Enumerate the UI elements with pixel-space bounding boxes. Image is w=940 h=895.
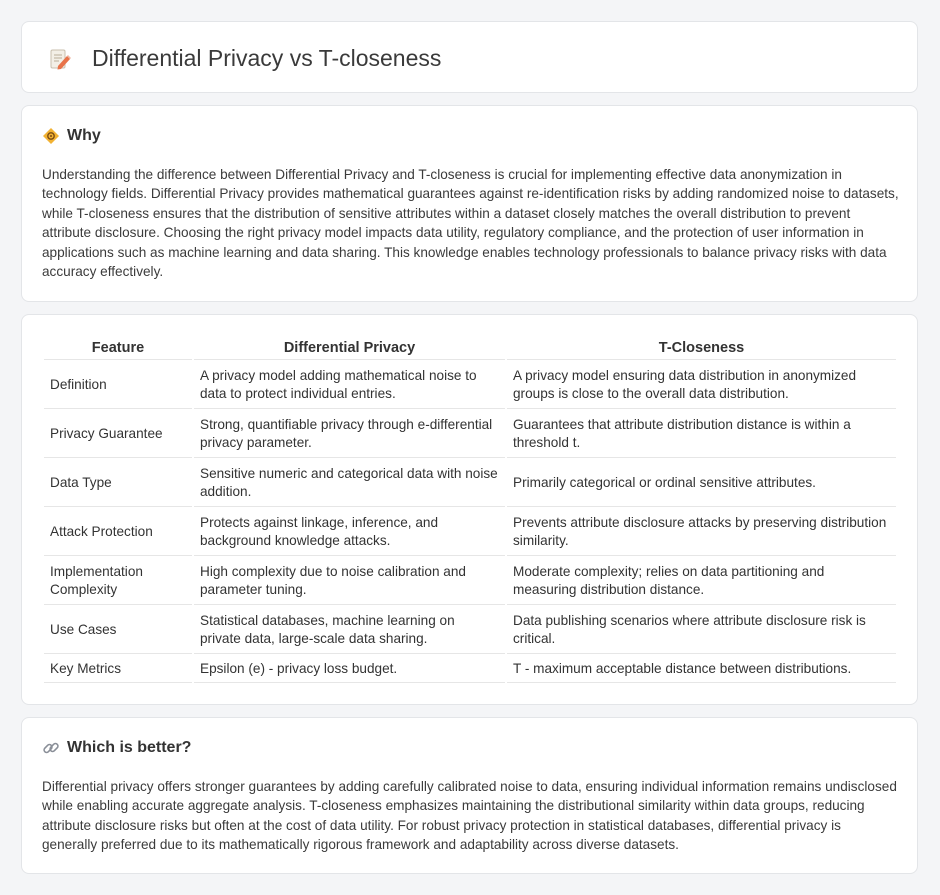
table-row bbox=[44, 557, 896, 605]
feature-cell: Use Cases bbox=[44, 606, 192, 654]
why-text: Understanding the difference between Differential Privacy and T-closeness is crucial for implementing effective data anonymization in technology fields. Differential Privacy provides mathematical guarantees against re-identification risks by adding randomized noise to datasets, while T-closeness ensures that the distribution of sensitive attributes within a dataset closely matches the overall distribution to prevent attribute disclosure. Choosing the right privacy model impacts data utility, regulatory compliance, and the protection of user information in applications such as machine learning and data sharing. This knowledge enables technology professionals to balance privacy risks with data accuracy effectively. bbox=[42, 167, 899, 280]
table-row bbox=[44, 655, 896, 683]
memo-pencil-icon bbox=[49, 47, 71, 71]
table-row bbox=[44, 508, 896, 556]
table-row bbox=[44, 361, 896, 409]
better-heading: Which is better? bbox=[67, 739, 192, 756]
feature-cell: Key Metrics bbox=[44, 655, 192, 683]
why-heading: Why bbox=[67, 127, 101, 144]
dp-cell: Statistical databases, machine learning on private data, large-scale data sharing. bbox=[194, 606, 505, 654]
dp-cell: Strong, quantifiable privacy through e-differential privacy parameter. bbox=[194, 410, 505, 458]
comparison-table bbox=[42, 335, 898, 684]
feature-cell: Privacy Guarantee bbox=[44, 410, 192, 458]
dp-cell: A privacy model adding mathematical noise to data to protect individual entries. bbox=[194, 361, 505, 409]
header-t-closeness: T-Closeness bbox=[507, 336, 896, 360]
which-is-better-section bbox=[21, 717, 918, 874]
tc-cell: T - maximum acceptable distance between distributions. bbox=[507, 655, 896, 683]
header-differential-privacy: Differential Privacy bbox=[194, 336, 505, 360]
tc-cell: Data publishing scenarios where attribute disclosure risk is critical. bbox=[507, 606, 896, 654]
gear-diamond-icon bbox=[42, 127, 60, 145]
dp-cell: Protects against linkage, inference, and background knowledge attacks. bbox=[194, 508, 505, 556]
header-feature: Feature bbox=[44, 336, 192, 360]
better-text: Differential privacy offers stronger guarantees by adding carefully calibrated noise to data, ensuring individual information remains undisclosed while enabling accurate aggregate analysis. T-closeness emphasizes maintaining the distributional similarity within data groups, reducing attribute disclosure risks but often at the cost of data utility. For robust privacy protection in statistical databases, differential privacy is generally preferred due to its mathematically rigorous framework and adaptability across diverse datasets. bbox=[42, 779, 897, 853]
dp-cell: High complexity due to noise calibration and parameter tuning. bbox=[194, 557, 505, 605]
title-card bbox=[21, 21, 918, 93]
page-title: Differential Privacy vs T-closeness bbox=[92, 45, 442, 71]
feature-cell: Implementation Complexity bbox=[44, 557, 192, 605]
tc-cell: Primarily categorical or ordinal sensitive attributes. bbox=[507, 459, 896, 507]
table-row bbox=[44, 459, 896, 507]
feature-cell: Data Type bbox=[44, 459, 192, 507]
table-row bbox=[44, 606, 896, 654]
tc-cell: Prevents attribute disclosure attacks by preserving distribution similarity. bbox=[507, 508, 896, 556]
feature-cell: Definition bbox=[44, 361, 192, 409]
feature-cell: Attack Protection bbox=[44, 508, 192, 556]
tc-cell: A privacy model ensuring data distribution in anonymized groups is close to the overall data distribution. bbox=[507, 361, 896, 409]
dp-cell: Sensitive numeric and categorical data with noise addition. bbox=[194, 459, 505, 507]
tc-cell: Moderate complexity; relies on data partitioning and measuring distribution distance. bbox=[507, 557, 896, 605]
tc-cell: Guarantees that attribute distribution distance is within a threshold t. bbox=[507, 410, 896, 458]
dp-cell: Epsilon (e) - privacy loss budget. bbox=[194, 655, 505, 683]
table-row bbox=[44, 410, 896, 458]
link-icon bbox=[42, 739, 60, 757]
comparison-card bbox=[21, 314, 918, 705]
why-section bbox=[21, 105, 918, 302]
table-header-row bbox=[44, 336, 896, 360]
